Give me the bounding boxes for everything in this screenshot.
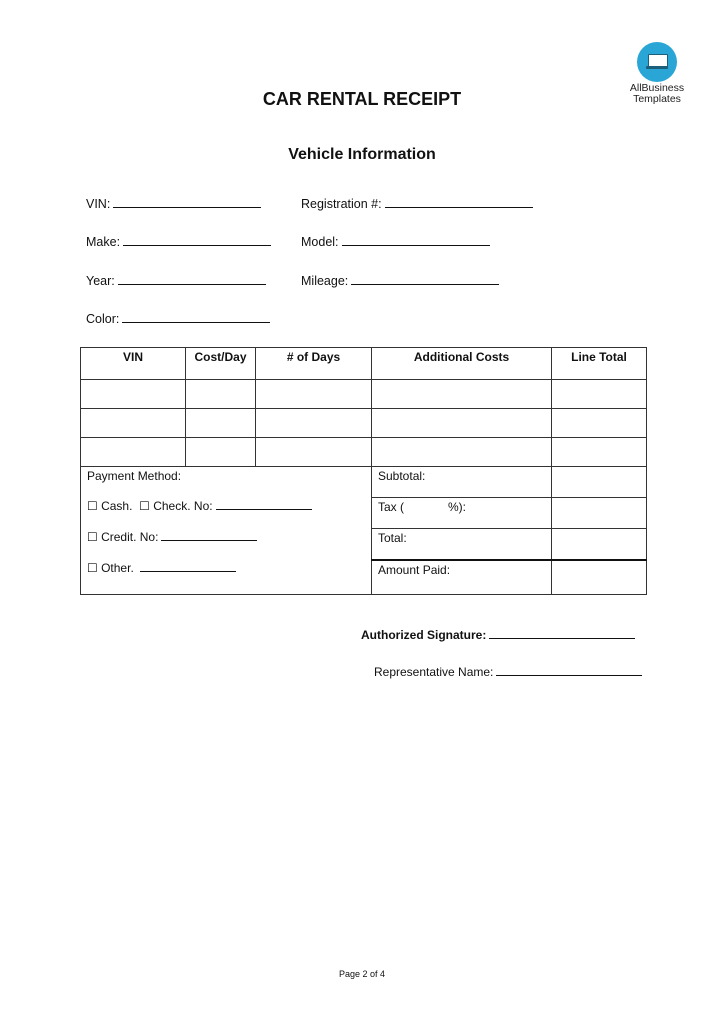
table-cell[interactable] — [256, 409, 372, 438]
other-line[interactable] — [140, 560, 236, 572]
signature-line[interactable] — [489, 627, 635, 639]
color-input-line[interactable] — [122, 311, 270, 323]
table-cell[interactable] — [372, 438, 552, 467]
year-input-line[interactable] — [118, 273, 266, 285]
representative-name-line[interactable] — [496, 664, 642, 676]
header-vin: VIN — [81, 348, 186, 380]
header-additional-costs: Additional Costs — [372, 348, 552, 380]
page-title: CAR RENTAL RECEIPT — [262, 89, 462, 109]
table-cell[interactable] — [552, 380, 647, 409]
tax-value[interactable] — [552, 498, 647, 529]
other-checkbox[interactable]: ☐ Other. — [87, 561, 134, 575]
table-cell[interactable] — [552, 438, 647, 467]
tax-label: Tax ( %): — [372, 498, 552, 529]
color-field: Color: — [86, 311, 270, 326]
payment-method-label: Payment Method: — [87, 469, 182, 483]
registration-input-line[interactable] — [385, 196, 533, 208]
model-input-line[interactable] — [342, 234, 490, 246]
authorized-signature: Authorized Signature: — [361, 627, 635, 642]
mileage-input-line[interactable] — [351, 273, 499, 285]
mileage-field: Mileage: — [301, 273, 499, 288]
vin-field: VIN: — [86, 196, 261, 211]
payment-method-block — [81, 467, 372, 595]
make-field: Make: — [86, 234, 271, 249]
total-label: Total: — [372, 529, 552, 561]
table-cell[interactable] — [186, 409, 256, 438]
year-field: Year: — [86, 273, 266, 288]
section-title: Vehicle Information — [288, 146, 436, 163]
subtotal-value[interactable] — [552, 467, 647, 498]
model-field: Model: — [301, 234, 490, 249]
vin-input-line[interactable] — [113, 196, 261, 208]
table-header-row — [81, 348, 647, 380]
credit-checkbox[interactable]: ☐ Credit. No: — [87, 530, 159, 544]
make-input-line[interactable] — [123, 234, 271, 246]
logo-text: AllBusiness Templates — [629, 82, 685, 105]
table-cell[interactable] — [81, 438, 186, 467]
amount-paid-label: Amount Paid: — [372, 560, 552, 595]
laptop-icon — [637, 42, 677, 82]
table-cell[interactable] — [81, 380, 186, 409]
header-line-total: Line Total — [552, 348, 647, 380]
payment-other-row — [87, 560, 365, 591]
payment-credit-row — [87, 529, 365, 560]
table-cell[interactable] — [372, 380, 552, 409]
header-cost-day: Cost/Day — [186, 348, 256, 380]
cash-checkbox[interactable]: ☐ Cash. — [87, 499, 133, 513]
table-cell[interactable] — [552, 409, 647, 438]
table-cell[interactable] — [372, 409, 552, 438]
registration-field: Registration #: — [301, 196, 533, 211]
check-checkbox[interactable]: ☐ Check. No: — [139, 499, 213, 513]
header-days: # of Days — [256, 348, 372, 380]
check-number-line[interactable] — [216, 498, 312, 510]
table-row — [81, 409, 647, 438]
table-row — [81, 438, 647, 467]
total-value[interactable] — [552, 529, 647, 561]
amount-paid-value[interactable] — [552, 560, 647, 595]
rental-table — [80, 347, 647, 595]
table-cell[interactable] — [81, 409, 186, 438]
table-cell[interactable] — [256, 438, 372, 467]
table-cell[interactable] — [186, 380, 256, 409]
table-cell[interactable] — [256, 380, 372, 409]
page-number: Page 2 of 4 — [338, 969, 386, 979]
representative-name: Representative Name: — [374, 664, 642, 679]
payment-cash-check-row — [87, 498, 365, 529]
credit-number-line[interactable] — [161, 529, 257, 541]
table-row — [81, 380, 647, 409]
subtotal-label: Subtotal: — [372, 467, 552, 498]
summary-row — [81, 467, 647, 498]
table-cell[interactable] — [186, 438, 256, 467]
